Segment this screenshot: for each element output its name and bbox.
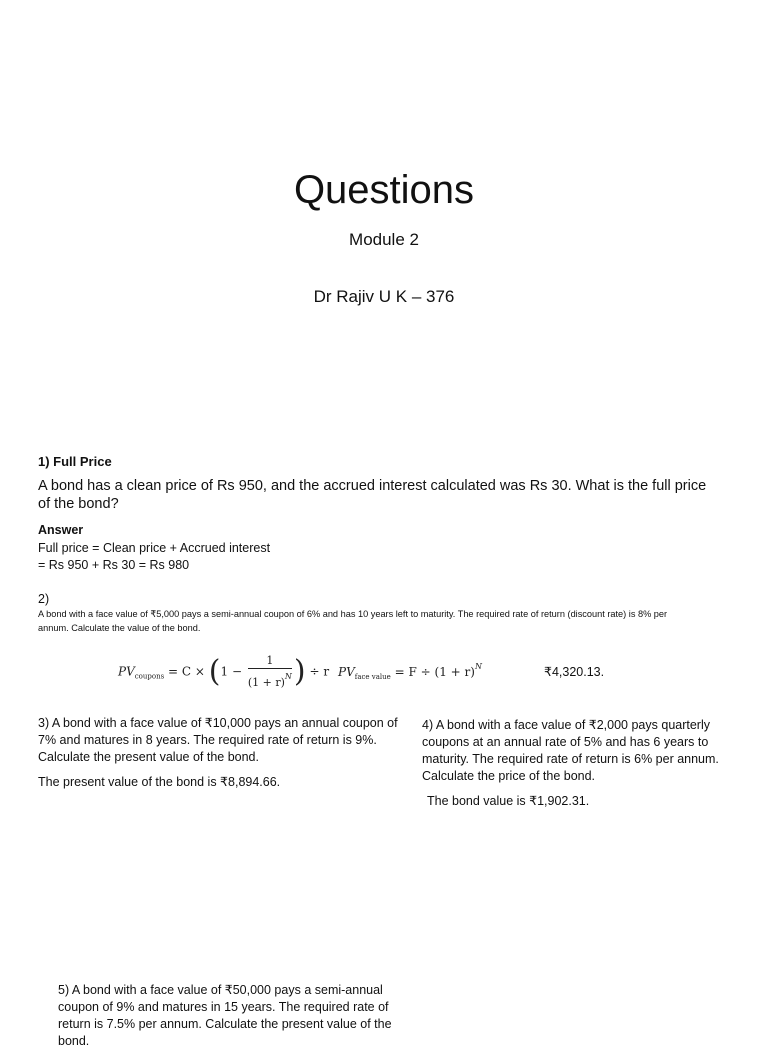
equals-f: = F ÷ (1 + r): [394, 665, 475, 679]
question-3-text: 3) A bond with a face value of ₹10,000 pays an annual coupon of 7% and matures in 8 years. The required rate of return is 9%. Calculate the present value of the bond.: [38, 716, 398, 764]
pv-symbol-2: PV: [338, 665, 355, 679]
question-2-number: 2): [38, 592, 50, 606]
answer-line-1: Full price = Clean price + Accrued interest: [38, 541, 271, 555]
question-4-text: 4) A bond with a face value of ₹2,000 pays quarterly coupons at an annual rate of 5% and has 6 years to maturity. The required rate of return is 6% per annum. Calculate the price of the bond.: [422, 718, 719, 783]
one-minus: 1 −: [220, 664, 243, 679]
question-4-answer: The bond value is ₹1,902.31.: [427, 794, 590, 808]
denominator-base: (1 + r): [247, 676, 285, 689]
page-title: Questions: [293, 168, 475, 212]
equals-c: = C ×: [168, 664, 205, 679]
fraction-denominator: [248, 669, 292, 690]
coupons-subscript: coupons: [134, 672, 165, 681]
question-5-text: 5) A bond with a face value of ₹50,000 pays a semi-annual coupon of 9% and matures in 15 years. The required rate of return is 7.5% per annum. Calculate the present value of the bond.: [58, 983, 392, 1048]
face-value-pv-formula: [338, 662, 482, 681]
answer-line-2: = Rs 950 + Rs 30 = Rs 980: [38, 558, 190, 572]
question-2-text: A bond with a face value of ₹5,000 pays a semi-annual coupon of 6% and has 10 years left to maturity. The required rate of return (discount rate) is 8% per annum. Calculate the value of the bond.: [38, 609, 668, 633]
fraction: [248, 654, 292, 690]
question-3-answer: The present value of the bond is ₹8,894.66.: [38, 775, 281, 789]
open-paren: (: [208, 654, 221, 689]
question-2-answer: ₹4,320.13.: [544, 665, 605, 679]
fraction-numerator: 1: [248, 654, 292, 669]
answer-heading: Answer: [38, 523, 84, 537]
pv-symbol: PV: [118, 664, 135, 679]
exponent-n: N: [474, 662, 482, 671]
divide-r: ÷ r: [309, 664, 330, 679]
module-subtitle: Module 2: [349, 230, 419, 249]
coupon-pv-formula: [118, 654, 329, 690]
face-value-subscript: face value: [354, 673, 391, 681]
author-line: Dr Rajiv U K – 376: [313, 287, 455, 306]
question-1-heading: 1) Full Price: [38, 454, 112, 469]
question-1-text: A bond has a clean price of Rs 950, and the accrued interest calculated was Rs 30. What is the full price of the bond?: [38, 478, 707, 512]
denominator-exponent: N: [284, 672, 292, 681]
close-paren: ): [293, 654, 306, 689]
